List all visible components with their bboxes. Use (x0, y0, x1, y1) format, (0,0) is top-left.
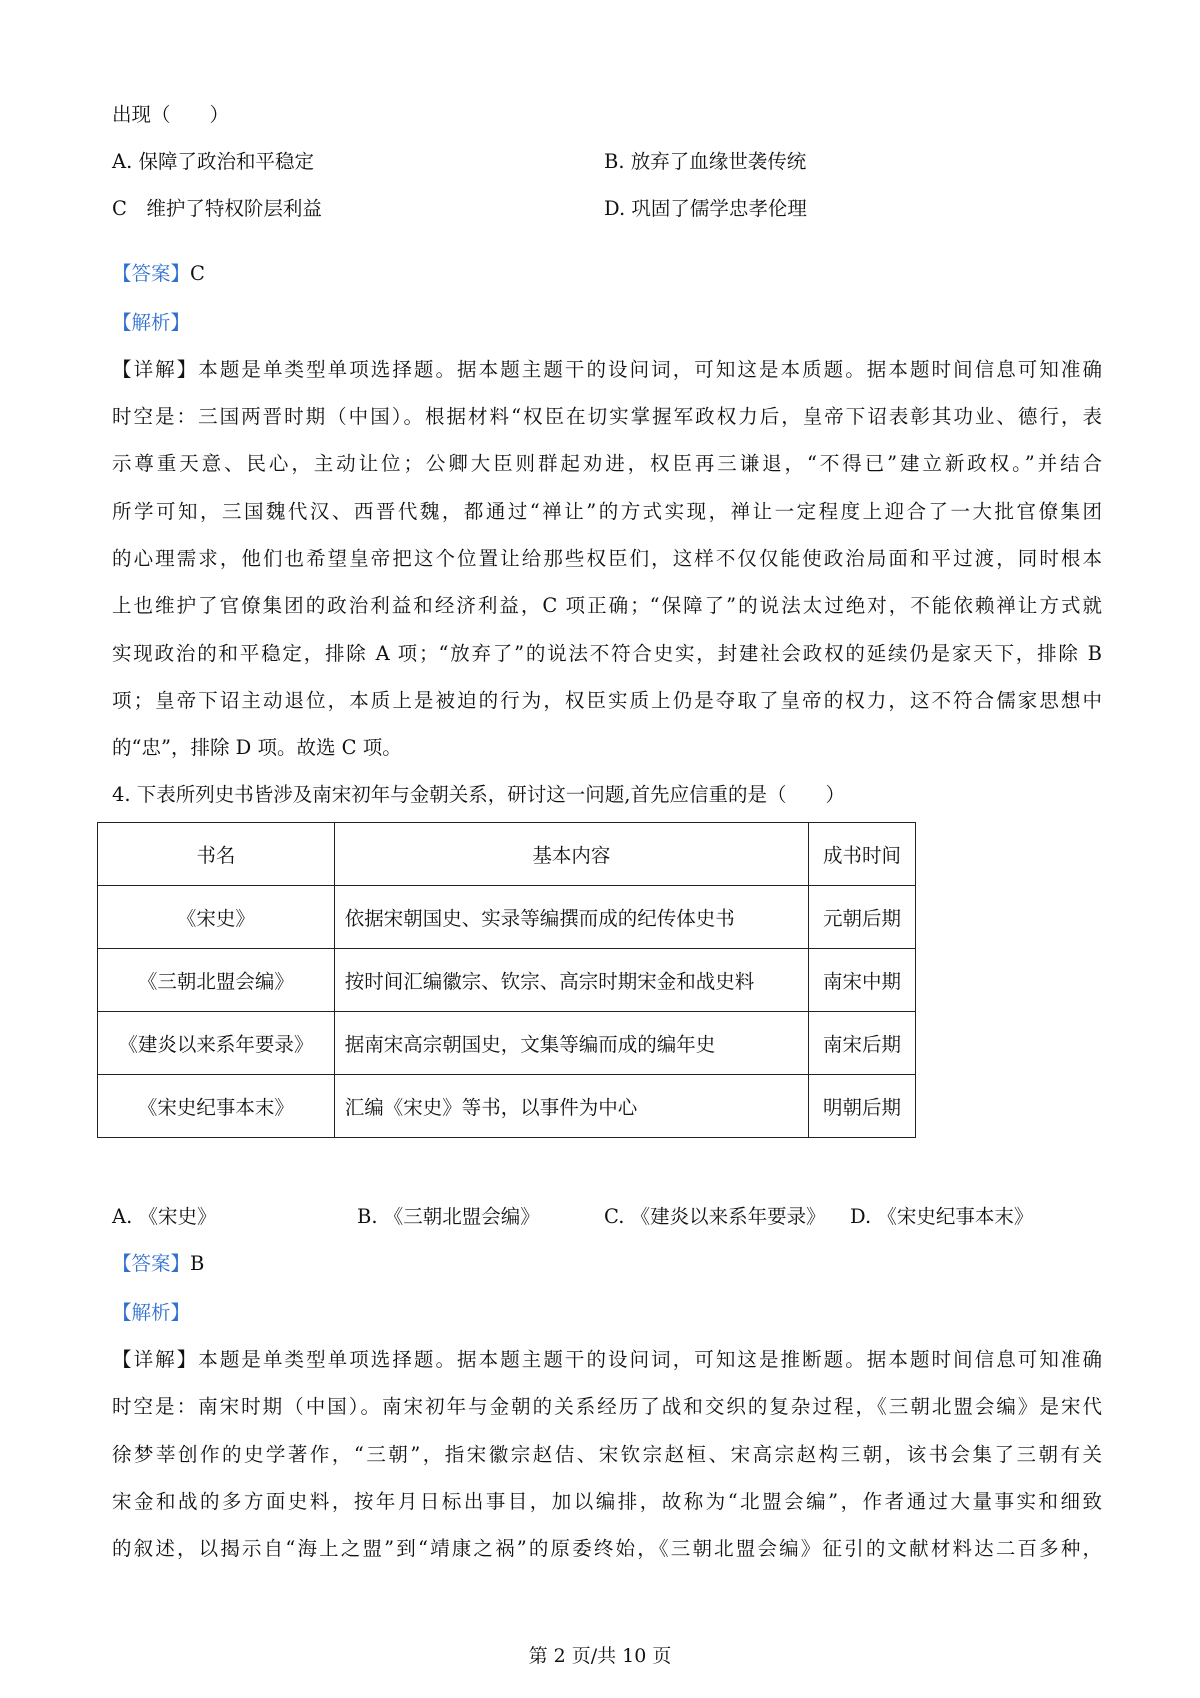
book-time: 南宋中期 (809, 949, 916, 1012)
q4-option-c: C. 《建炎以来系年要录》 (604, 1205, 826, 1228)
book-time: 明朝后期 (809, 1075, 916, 1138)
q4-answer (112, 1250, 1102, 1278)
q3-option-d: D. 巩固了儒学忠孝伦理 (604, 197, 807, 220)
q4-option-b: B. 《三朝北盟会编》 (357, 1205, 540, 1228)
book-name: 《宋史纪事本末》 (98, 1075, 335, 1138)
header-book-name: 书名 (98, 823, 335, 886)
book-content: 按时间汇编徽宗、钦宗、高宗时期宋金和战史料 (334, 949, 808, 1012)
q3-detail-line: 的心理需求，他们也希望皇帝把这个位置让给那些权臣们，这样不仅仅能使政治局面和平过渡，同时根本 (112, 547, 1102, 570)
q3-option-b: B. 放弃了血缘世袭传统 (604, 150, 807, 173)
q3-stem-tail: 出现（ ） (112, 103, 230, 126)
q3-detail-line: 时空是：三国两晋时期（中国）。根据材料“权臣在切实掌握军政权力后，皇帝下诏表彰其功业、德行，表 (112, 405, 1102, 428)
table-row (98, 1012, 916, 1075)
q4-detail-line: 徐梦莘创作的史学著作，“三朝”，指宋徽宗赵佶、宋钦宗赵桓、宋高宗赵构三朝，该书会集了三朝有关 (112, 1443, 1102, 1466)
q3-analysis-tag: 【解析】 (112, 311, 191, 334)
q3-detail-line: 的“忠”，排除 D 项。故选 C 项。 (112, 736, 402, 759)
book-content: 汇编《宋史》等书，以事件为中心 (334, 1075, 808, 1138)
q4-detail-line: 宋金和战的多方面史料，按年月日标出事目，加以编排，故称为“北盟会编”，作者通过大量事实和细致 (112, 1490, 1102, 1513)
table-row (98, 1075, 916, 1138)
q4-detail-line: 的叙述，以揭示自“海上之盟”到“靖康之祸”的原委终始，《三朝北盟会编》征引的文献材料达二百多种， (112, 1537, 1102, 1560)
q4-detail-line: 时空是：南宋时期（中国）。南宋初年与金朝的关系经历了战和交织的复杂过程，《三朝北盟会编》是宋代 (112, 1395, 1102, 1418)
table-row (98, 886, 916, 949)
q3-answer (112, 260, 1102, 288)
answer-tag: 【答案】 (112, 262, 191, 285)
table-header-row (98, 823, 916, 886)
header-content: 基本内容 (334, 823, 808, 886)
answer-value: B (190, 1252, 205, 1275)
q3-option-c: C 维护了特权阶层利益 (112, 197, 322, 220)
book-name: 《三朝北盟会编》 (98, 949, 335, 1012)
book-name: 《宋史》 (98, 886, 335, 949)
table-row (98, 949, 916, 1012)
page-footer: 第 2 页/共 10 页 (528, 1645, 672, 1667)
q4-option-a: A. 《宋史》 (112, 1205, 217, 1228)
q4-stem: 4. 下表所列史书皆涉及南宋初年与金朝关系，研讨这一问题,首先应信重的是（ ） (112, 783, 846, 806)
q3-detail-line: 示尊重天意、民心，主动让位；公卿大臣则群起劝进，权臣再三谦退，“不得已”建立新政权。”并结合 (112, 452, 1102, 475)
book-content: 据南宋高宗朝国史，文集等编而成的编年史 (334, 1012, 808, 1075)
q4-detail-line: 【详解】本题是单类型单项选择题。据本题主题干的设问词，可知这是推断题。据本题时间信息可知准确 (112, 1348, 1102, 1371)
book-name: 《建炎以来系年要录》 (98, 1012, 335, 1075)
q3-detail-line: 上也维护了官僚集团的政治利益和经济利益，C 项正确；“保障了”的说法太过绝对，不能依赖禅让方式就 (112, 594, 1102, 617)
q3-detail-line: 实现政治的和平稳定，排除 A 项；“放弃了”的说法不符合史实，封建社会政权的延续仍是家天下，排除 B (112, 642, 1102, 665)
detail-tag: 【详解】 (112, 1348, 199, 1371)
book-time: 南宋后期 (809, 1012, 916, 1075)
history-books-table (97, 822, 916, 1138)
header-time: 成书时间 (809, 823, 916, 886)
q4-analysis-tag: 【解析】 (112, 1301, 191, 1324)
q3-detail-line: 所学可知，三国魏代汉、西晋代魏，都通过“禅让”的方式实现，禅让一定程度上迎合了一大批官僚集团 (112, 500, 1102, 523)
q3-detail-line: 项；皇帝下诏主动退位，本质上是被迫的行为，权臣实质上仍是夺取了皇帝的权力，这不符合儒家思想中 (112, 689, 1102, 712)
q4-option-d: D. 《宋史纪事本末》 (850, 1205, 1034, 1228)
detail-tag: 【详解】 (112, 358, 199, 381)
book-content: 依据宋朝国史、实录等编撰而成的纪传体史书 (334, 886, 808, 949)
answer-tag: 【答案】 (112, 1252, 191, 1275)
answer-value: C (190, 262, 205, 285)
q3-detail-line: 【详解】本题是单类型单项选择题。据本题主题干的设问词，可知这是本质题。据本题时间信息可知准确 (112, 358, 1102, 381)
q3-option-a: A. 保障了政治和平稳定 (112, 150, 314, 173)
book-time: 元朝后期 (809, 886, 916, 949)
